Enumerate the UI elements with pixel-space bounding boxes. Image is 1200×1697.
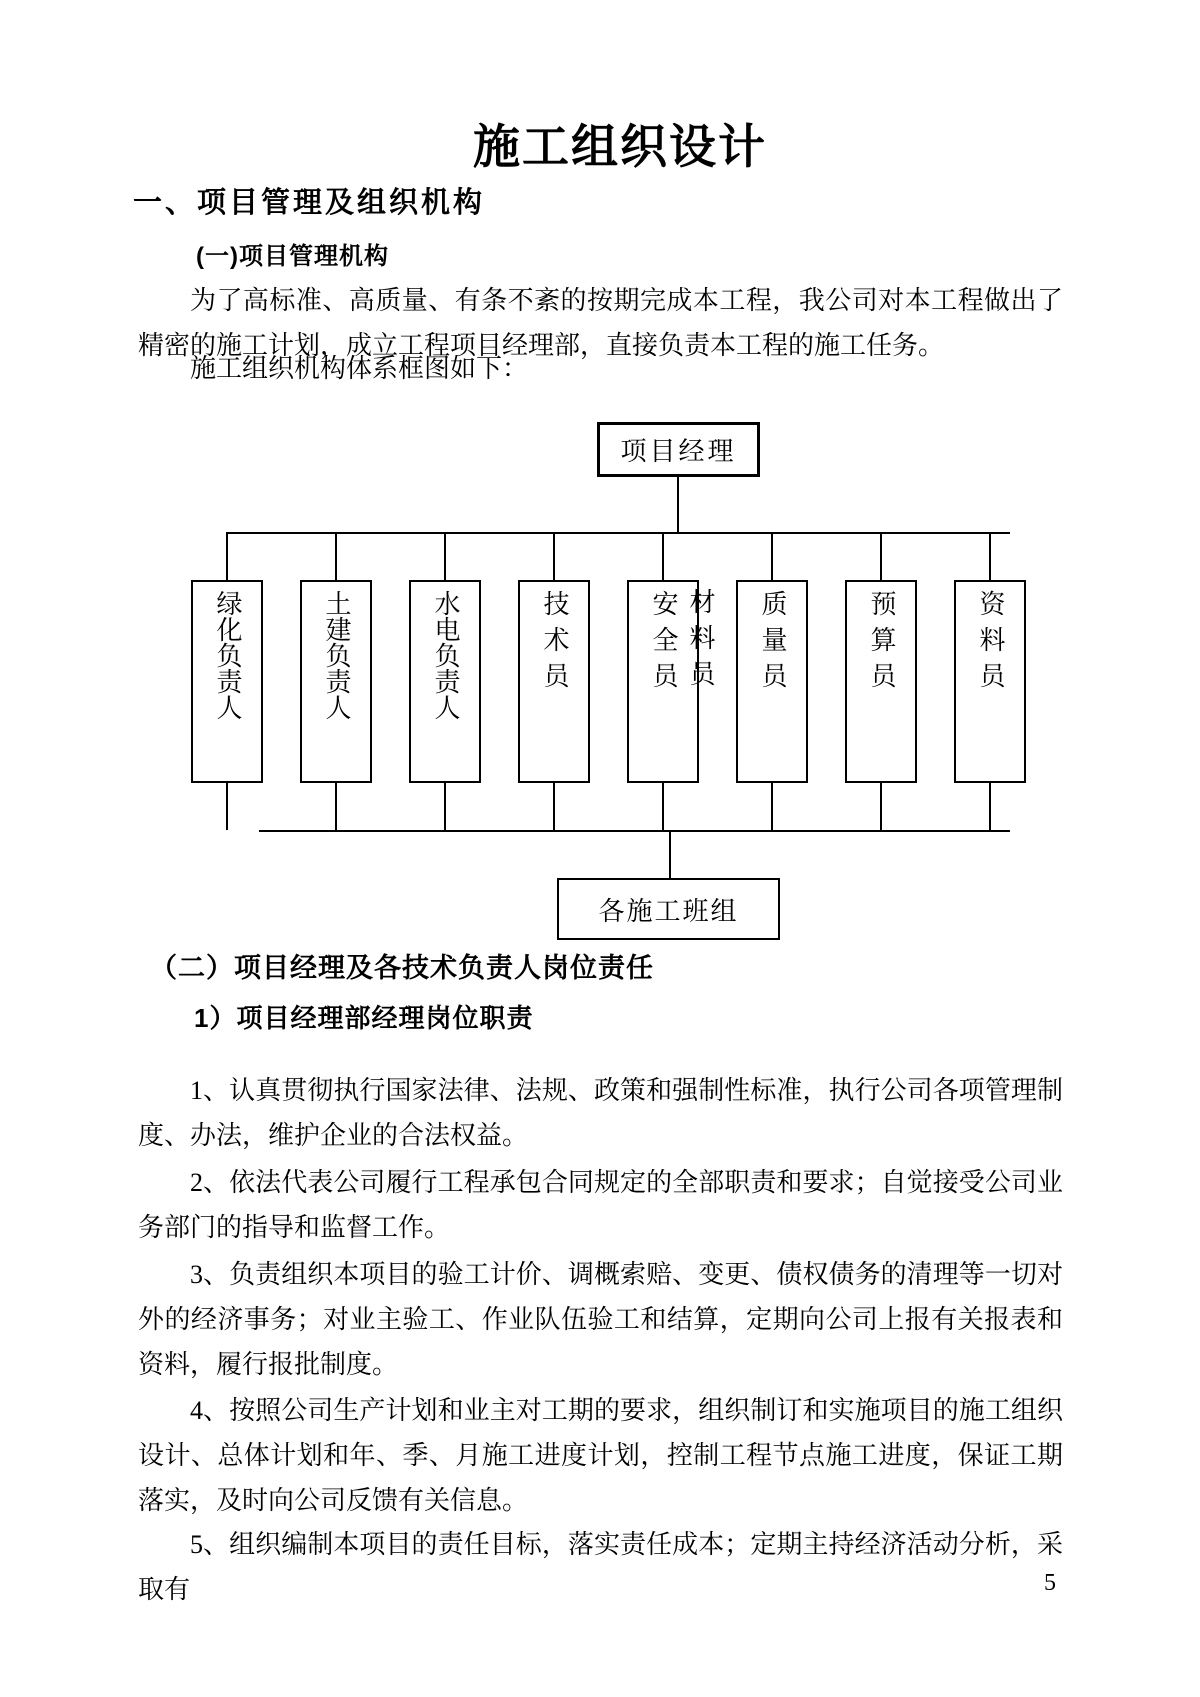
connector-line bbox=[444, 783, 446, 830]
heading-manager-responsibilities: （二）项目经理及各技术负责人岗位责任 bbox=[150, 953, 654, 983]
connector-line bbox=[771, 783, 773, 830]
org-label-material-clerk: 材料员 bbox=[686, 588, 715, 696]
paragraph-intro: 为了高标准、高质量、有条不紊的按期完成本工程，我公司对本工程做出了精密的施工计划，成立工程项目经理部，直接负责本工程的施工任务。 bbox=[138, 286, 1063, 360]
org-box-data-clerk bbox=[954, 580, 1026, 783]
connector-line-bottom-rail bbox=[259, 830, 1010, 832]
page-number: 5 bbox=[1044, 1570, 1056, 1596]
paragraph-chart-lead: 施工组织机构体系框图如下： bbox=[190, 354, 529, 383]
connector-line bbox=[880, 783, 882, 830]
connector-line-top-rail bbox=[227, 532, 1010, 534]
org-box-label: 绿化负责人 bbox=[213, 590, 242, 720]
connector-line bbox=[444, 532, 446, 580]
org-box-label: 安全员 bbox=[649, 590, 678, 698]
connector-line bbox=[662, 532, 664, 580]
org-box-construction-teams bbox=[557, 878, 780, 940]
connector-line bbox=[989, 532, 991, 580]
paragraph-duty-2: 2、依法代表公司履行工程承包合同规定的全部职责和要求；自觉接受公司业务部门的指导和监督工作。 bbox=[138, 1168, 1063, 1242]
connector-line bbox=[662, 783, 664, 830]
connector-line bbox=[553, 783, 555, 830]
org-box-label: 技术员 bbox=[540, 590, 569, 698]
org-box-project-manager bbox=[597, 422, 760, 477]
heading-manager-duties: 1）项目经理部经理岗位职责 bbox=[194, 1003, 534, 1033]
org-box-technician bbox=[518, 580, 590, 783]
org-box-label: 土建负责人 bbox=[322, 590, 351, 720]
connector-line bbox=[880, 532, 882, 580]
org-box-budget-officer bbox=[845, 580, 917, 783]
org-box-label: 各施工班组 bbox=[598, 896, 739, 926]
org-box-label: 资料员 bbox=[976, 590, 1005, 698]
org-box-greening-manager bbox=[191, 580, 263, 783]
document-title: 施工组织设计 bbox=[473, 122, 767, 174]
connector-line bbox=[335, 783, 337, 830]
org-box-label: 项目经理 bbox=[620, 437, 737, 466]
heading-project-management: 一、项目管理及组织机构 bbox=[133, 187, 486, 219]
connector-line-top-stem bbox=[677, 477, 679, 532]
org-box-quality-officer bbox=[736, 580, 808, 783]
paragraph-duty-5: 5、组织编制本项目的责任目标，落实责任成本；定期主持经济活动分析，采取有 bbox=[138, 1530, 1063, 1604]
heading-management-organization: (一)项目管理机构 bbox=[196, 243, 389, 270]
connector-line bbox=[335, 532, 337, 580]
org-box-civil-construction-manager bbox=[300, 580, 372, 783]
connector-line bbox=[226, 783, 228, 830]
paragraph-duty-1: 1、认真贯彻执行国家法律、法规、政策和强制性标准，执行公司各项管理制度、办法，维护企业的合法权益。 bbox=[138, 1076, 1063, 1150]
org-box-label: 水电负责人 bbox=[431, 590, 460, 720]
connector-line-bottom-stem bbox=[669, 832, 671, 878]
org-box-label: 预算员 bbox=[867, 590, 896, 698]
connector-line bbox=[553, 532, 555, 580]
connector-line bbox=[226, 532, 228, 580]
paragraph-duty-3: 3、负责组织本项目的验工计价、调概索赔、变更、债权债务的清理等一切对外的经济事务；对业主验工、作业队伍验工和结算，定期向公司上报有关报表和资料，履行报批制度。 bbox=[138, 1260, 1063, 1379]
paragraph-duty-4: 4、按照公司生产计划和业主对工期的要求，组织制订和实施项目的施工组织设计、总体计划和年、季、月施工进度计划，控制工程节点施工进度，保证工期落实，及时向公司反馈有关信息。 bbox=[138, 1396, 1063, 1515]
org-box-label: 质量员 bbox=[758, 590, 787, 698]
connector-line bbox=[989, 783, 991, 830]
connector-line bbox=[771, 532, 773, 580]
org-box-water-electricity-manager bbox=[409, 580, 481, 783]
